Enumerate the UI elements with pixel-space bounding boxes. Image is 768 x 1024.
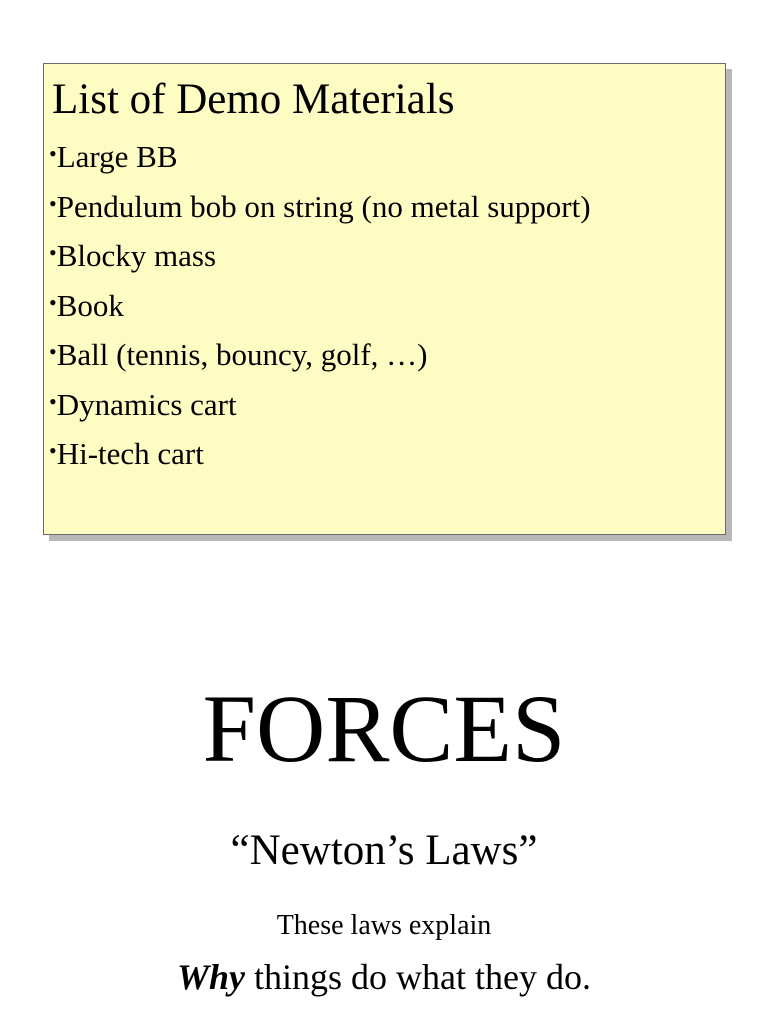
bullet-icon: • <box>49 438 57 463</box>
list-item <box>49 231 591 281</box>
list-item <box>49 429 591 479</box>
note-title: List of Demo Materials <box>52 76 455 123</box>
list-item-label: Blocky mass <box>56 238 217 273</box>
list-item-label: Large BB <box>56 139 178 174</box>
bullet-icon: • <box>49 240 57 265</box>
why-emphasis: Why <box>177 957 246 997</box>
list-item-label: Hi-tech cart <box>56 436 204 471</box>
list-item-label: Book <box>56 287 124 323</box>
list-item <box>49 330 591 380</box>
bullet-icon: • <box>49 339 57 364</box>
bullet-icon: • <box>49 388 57 414</box>
materials-list <box>49 132 591 479</box>
demo-materials-note <box>43 63 726 535</box>
slide-subtitle: “Newton’s Laws” <box>230 827 538 874</box>
list-item-label: Ball (tennis, bouncy, golf, …) <box>56 337 428 372</box>
slide-title: FORCES <box>202 675 566 782</box>
why-line <box>0 953 768 1001</box>
explain-text: These laws explain <box>276 910 492 941</box>
bullet-icon: • <box>49 289 57 315</box>
list-item <box>49 132 591 182</box>
bullet-icon: • <box>49 141 57 166</box>
list-item <box>49 380 591 430</box>
why-rest-text: things do what they do. <box>245 957 591 997</box>
bullet-icon: • <box>49 190 57 216</box>
list-item-label: Pendulum bob on string (no metal support) <box>56 188 591 224</box>
list-item <box>49 182 591 232</box>
list-item-label: Dynamics cart <box>56 386 237 422</box>
list-item <box>49 281 591 331</box>
